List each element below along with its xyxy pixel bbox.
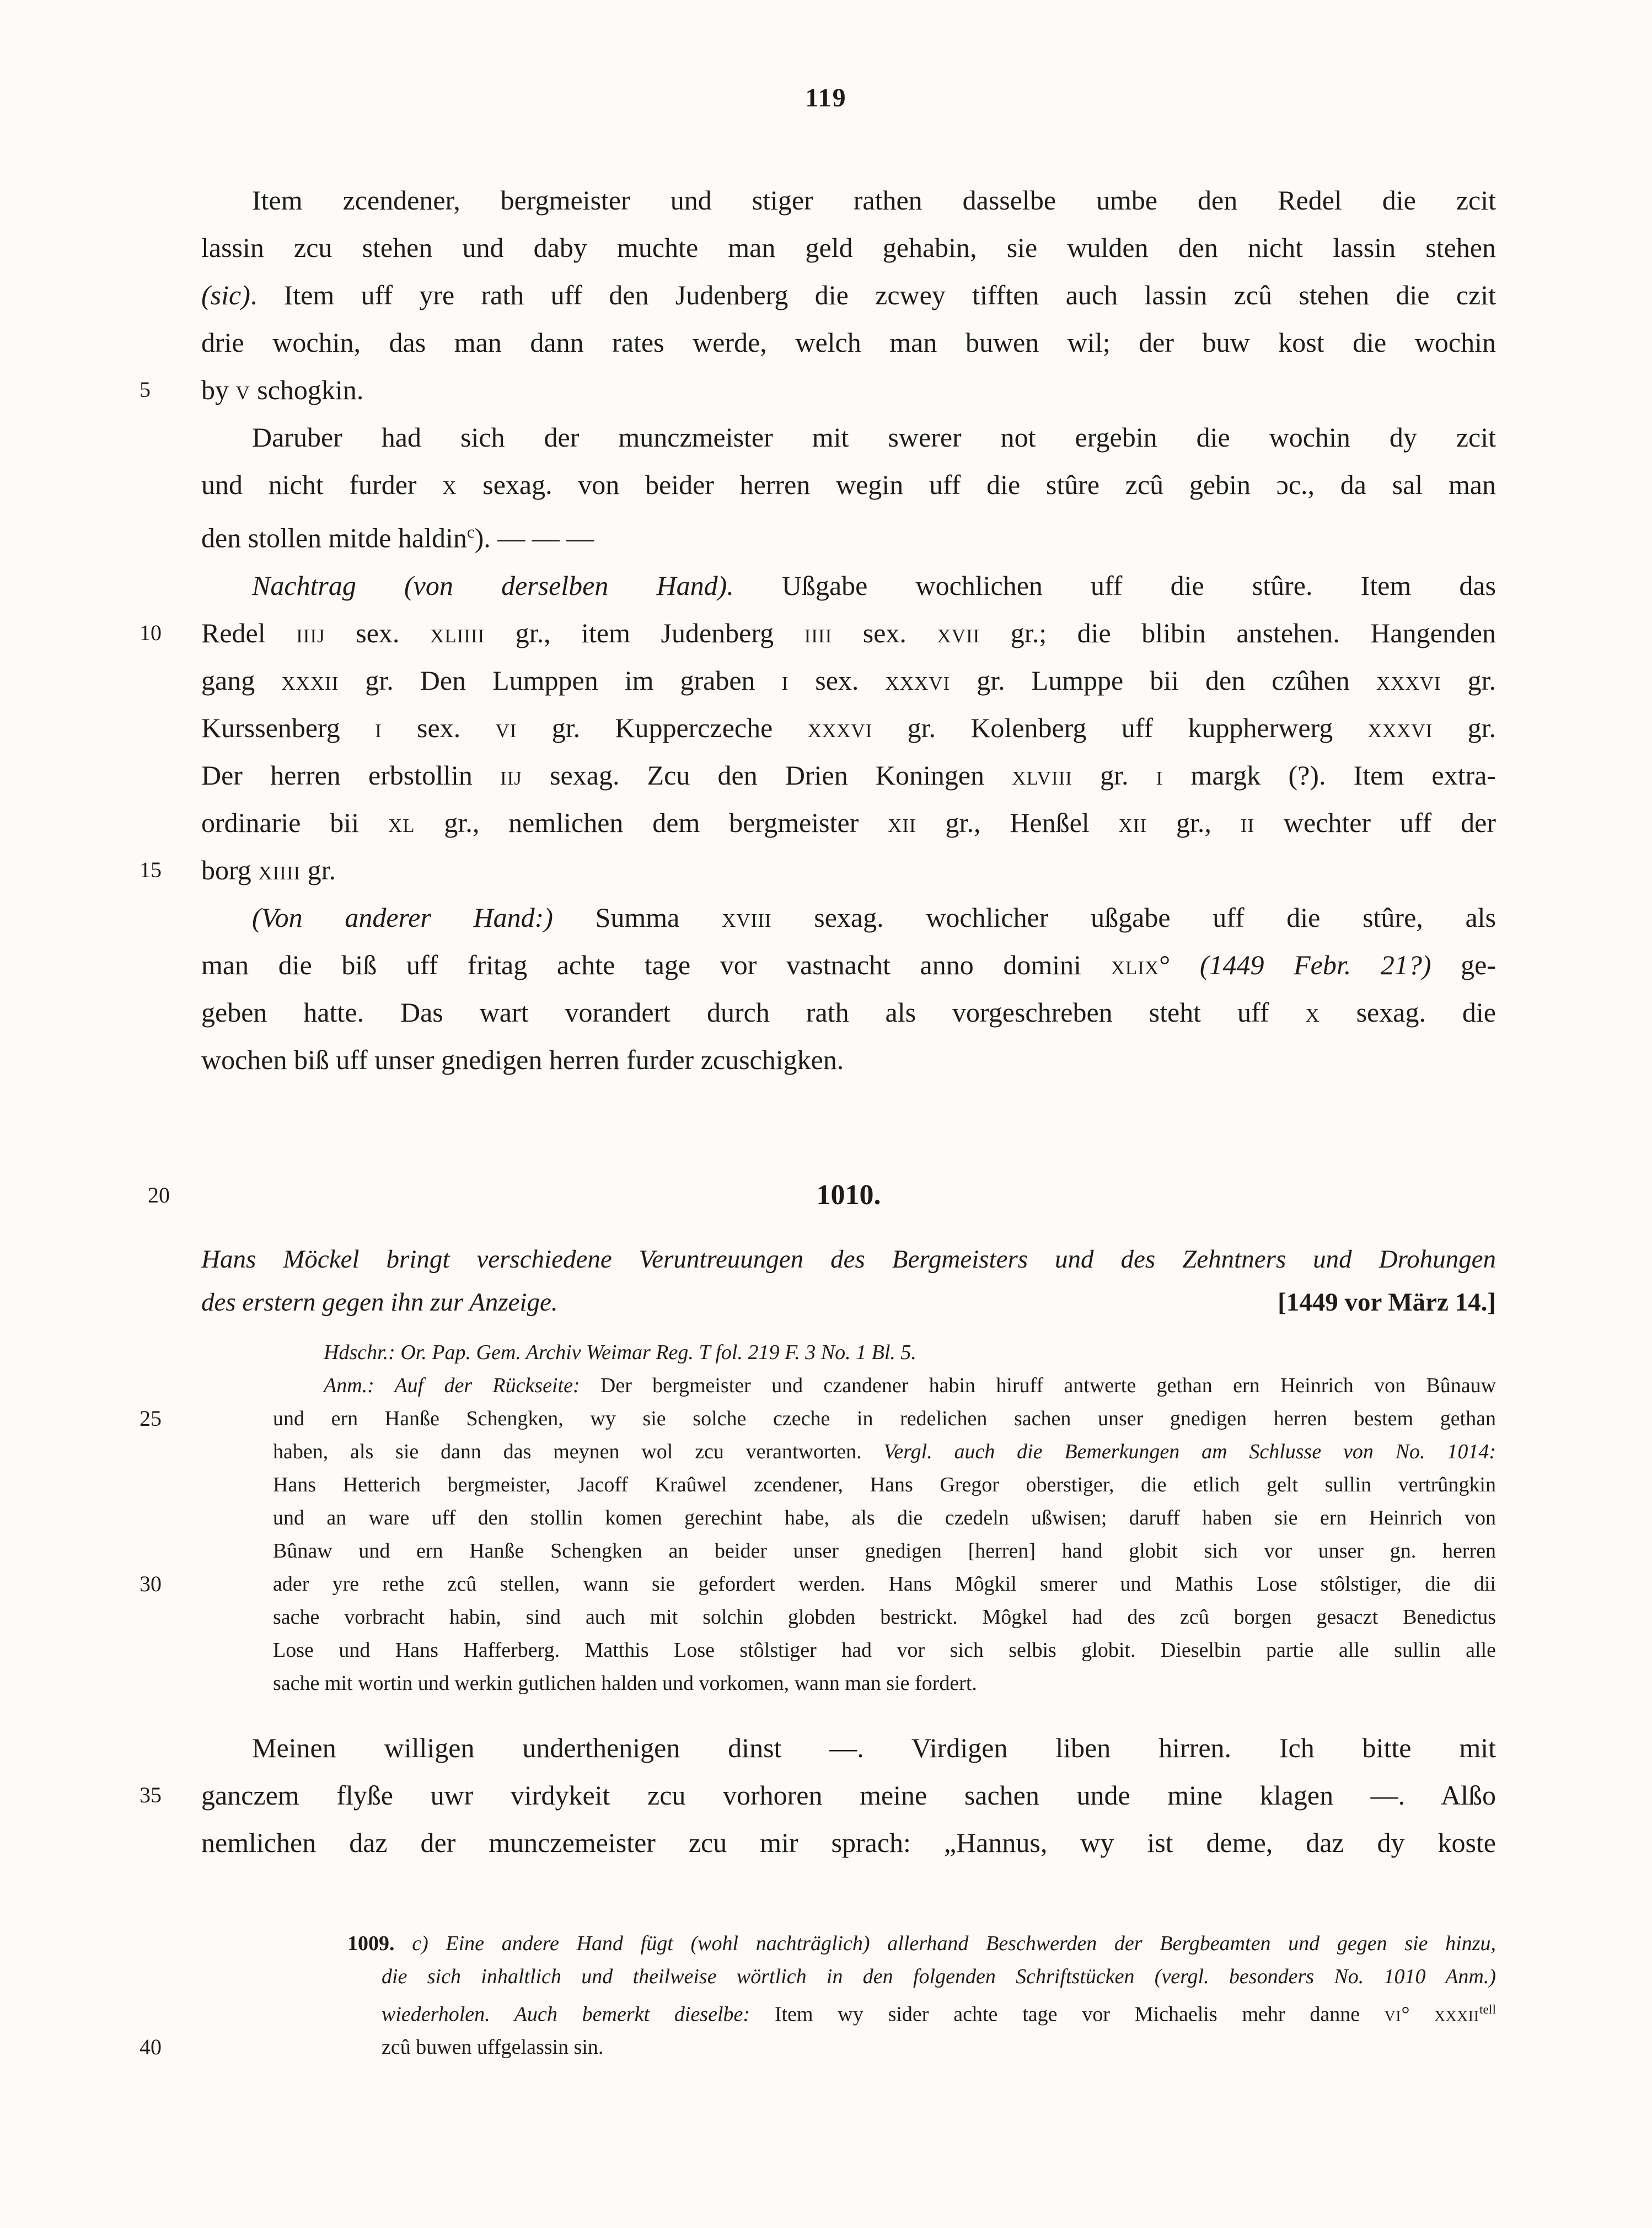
margin-line-number: 10: [140, 620, 162, 645]
text-run: gr.; die blibin anstehen. Hangenden: [980, 617, 1497, 648]
text-run: xiiii: [258, 854, 301, 885]
text-run: °: [1159, 949, 1200, 980]
text-line: [201, 271, 1496, 319]
text-run: xliiii: [430, 617, 485, 648]
text-run: ii: [1240, 807, 1254, 838]
text-run: lassin zcu stehen und daby muchte man geld gehabin, sie wulden den nicht lassin stehen: [201, 232, 1496, 263]
text-run: Kurssenberg: [201, 712, 376, 743]
text-run: gr.: [1072, 759, 1156, 791]
text-run: sexag. die: [1320, 996, 1496, 1028]
text-line: [201, 799, 1496, 846]
text-line: [273, 1435, 1496, 1468]
text-run: [395, 1932, 412, 1955]
text-run: ). — — —: [474, 522, 594, 554]
text-line: [140, 1771, 1496, 1819]
text-run: gr.: [301, 854, 336, 885]
text-run: Hans Möckel bringt verschiedene Veruntreuungen des Bergmeisters und des Zehntners und Drohungen: [201, 1244, 1496, 1274]
margin-line-number: 40: [140, 2034, 162, 2060]
text-run: (1449 Febr. 21?): [1199, 949, 1431, 980]
text-run: gr. Lumppe bii den czûhen: [950, 664, 1376, 696]
text-run: zcû buwen uffgelassin sin.: [382, 2036, 604, 2059]
text-line: [347, 1993, 1496, 2031]
text-run: Nachtrag (von derselben Hand).: [252, 570, 734, 601]
margin-line-number: 25: [140, 1405, 162, 1431]
text-line: [201, 894, 1496, 941]
text-line: [201, 751, 1496, 799]
text-run: 1010.: [816, 1179, 881, 1211]
text-line: [273, 1534, 1496, 1567]
text-run: Daruber had sich der munczmeister mit swerer not ergebin die wochin dy zcit: [252, 422, 1496, 453]
text-run: xxxvi: [1376, 664, 1441, 696]
text-line: [273, 1501, 1496, 1534]
paragraph-summa: [201, 894, 1496, 1083]
text-line: [201, 508, 1496, 562]
text-run: ge-: [1431, 949, 1497, 980]
text-run: nemlichen daz der munczemeister zcu mir sprach: „Hannus, wy ist deme, daz dy koste: [201, 1827, 1496, 1858]
text-line: [201, 414, 1496, 461]
text-run: sache vorbracht habin, sind auch mit solchin globden bestrickt. Môgkel had des zcû borgen gesaczt Benedictus: [273, 1605, 1496, 1629]
text-line: [140, 2031, 1496, 2064]
text-run: haben, als sie dann das meynen wol zcu verantworten.: [273, 1440, 884, 1463]
text-line: [201, 176, 1496, 224]
text-line: [201, 989, 1496, 1036]
text-run: xii: [1118, 807, 1147, 838]
text-run: drie wochin, das man dann rates werde, welch man buwen wil; der buw kost die wochin: [201, 327, 1496, 358]
text-line: [201, 704, 1496, 751]
text-run: wechter uff der: [1254, 807, 1496, 838]
margin-line-number: 30: [140, 1571, 162, 1596]
text-run: Meinen willigen underthenigen dinst —. Virdigen liben hirren. Ich bitte mit: [252, 1732, 1496, 1763]
text-run: Summa: [553, 901, 722, 933]
text-run: by: [201, 374, 236, 405]
text-run: gr., nemlichen dem bergmeister: [415, 807, 888, 838]
paragraph-nachtrag: [140, 562, 1497, 894]
text-run: . Item uff yre rath uff den Judenberg die zcwey tifften auch lassin zcû stehen die czit: [250, 280, 1496, 310]
text-run: ader yre rethe zcû stellen, wann sie gefordert werden. Hans Môgkil smerer und Mathis Lose stôlstiger, die dii: [273, 1572, 1496, 1596]
text-line: [201, 224, 1496, 271]
paragraph-munczmeister: [201, 414, 1496, 562]
margin-line-number: 35: [140, 1782, 162, 1807]
text-run: vi: [1384, 2002, 1402, 2026]
text-line: [201, 1238, 1496, 1281]
text-run: gr.: [1441, 664, 1496, 696]
text-run: i: [781, 664, 789, 696]
text-run: gr.,: [1147, 807, 1241, 838]
text-run: Der bergmeister und czandener habin hiruff antwerte gethan ern Heinrich von Bûnauw: [600, 1373, 1497, 1397]
text-run: des erstern gegen ihn zur Anzeige.: [201, 1287, 558, 1317]
text-line: [140, 1402, 1496, 1435]
text-run: schogkin.: [250, 374, 364, 405]
text-column: [140, 176, 1497, 2064]
anm-note: [140, 1369, 1497, 1700]
text-run: [1449 vor März 14.]: [1278, 1287, 1496, 1317]
text-run: Hans Hetterich bergmeister, Jacoff Kraûwel zcendener, Hans Gregor oberstiger, die etlich gelt sullin vertrûngkin: [273, 1473, 1496, 1496]
text-run: Item zcendener, bergmeister und stiger rathen dasselbe umbe den Redel die zcit: [252, 185, 1496, 216]
text-line: [201, 1281, 1496, 1324]
paragraph-petition: [140, 1724, 1496, 1866]
text-run: (sic): [201, 280, 250, 310]
text-run: sex.: [789, 664, 886, 696]
text-run: Anm.: Auf der Rückseite:: [324, 1373, 600, 1397]
text-run: Bûnaw und ern Hanße Schengken an beider unser gnedigen [herren] hand globit sich vor unser gn. herren: [273, 1539, 1496, 1563]
text-line: [273, 1601, 1496, 1634]
text-line: [201, 1724, 1496, 1771]
page-number: 119: [805, 83, 847, 112]
text-line: [273, 1468, 1496, 1501]
text-line: [347, 1927, 1496, 1960]
text-line: [140, 609, 1497, 657]
text-run: tell: [1479, 2002, 1496, 2017]
text-line: [201, 562, 1496, 609]
text-run: und ern Hanße Schengken, wy sie solche czeche in redelichen sachen unser gnedigen herren bestem gethan: [273, 1406, 1496, 1430]
text-line: [140, 846, 1496, 894]
text-run: wiederholen. Auch bemerkt dieselbe:: [382, 2002, 775, 2026]
text-run: xviii: [722, 901, 772, 933]
text-run: wochen biß uff unser gnedigen herren furder zcuschigken.: [201, 1044, 844, 1075]
text-run: geben hatte. Das wart vorandert durch rath als vorgeschreben steht uff: [201, 996, 1306, 1028]
text-run: ordinarie bii: [201, 807, 388, 838]
text-line: [140, 1567, 1496, 1601]
text-run: iiii: [804, 617, 833, 648]
text-run: margk (?). Item extra-: [1163, 759, 1496, 791]
text-run: Lose und Hans Hafferberg. Matthis Lose stôlstiger had vor sich selbis globit. Dieselbin partie alle sullin alle: [273, 1638, 1496, 1662]
text-run: borg: [201, 854, 259, 885]
text-run: sexag. von beider herren wegin uff die stûre zcû gebin ɔc., da sal man: [457, 469, 1496, 500]
text-run: 1009.: [347, 1931, 395, 1955]
text-run: i: [1156, 759, 1163, 791]
paragraph-item-zcendener: [140, 176, 1496, 414]
text-run: und an ware uff den stollin komen gerechint habe, als die czedeln ußwisen; daruff haben sie ern Heinrich von: [273, 1506, 1496, 1529]
text-run: Redel: [201, 617, 297, 648]
text-line: [201, 941, 1496, 989]
text-run: sache mit wortin und werkin gutlichen halden und vorkomen, wann man sie fordert.: [273, 1671, 977, 1695]
footnote-1009: [140, 1927, 1497, 2064]
text-line: [347, 1960, 1496, 1993]
text-line: [201, 1819, 1496, 1866]
text-run: x: [442, 469, 457, 500]
text-run: xxxii: [1434, 2002, 1479, 2026]
text-run: xlviii: [1012, 759, 1072, 791]
text-run: sex.: [325, 617, 430, 648]
text-line: [273, 1634, 1496, 1667]
text-line: [140, 366, 1496, 414]
text-run: Hdschr.: Or. Pap. Gem. Archiv Weimar Reg. T fol. 219 F. 3 No. 1 Bl. 5.: [324, 1340, 916, 1364]
text-run: x: [1305, 996, 1320, 1028]
text-run: i: [375, 712, 382, 743]
text-run: Item wy sider achte tage vor Michaelis mehr danne: [774, 2002, 1385, 2026]
text-run: den stollen mitde haldin: [201, 522, 467, 554]
text-run: sexag. wochlicher ußgabe uff die stûre, als: [771, 901, 1496, 933]
text-run: Der herren erbstollin: [201, 759, 500, 791]
text-run: Ußgabe wochlichen uff die stûre. Item das: [733, 570, 1496, 601]
text-run: gr. Den Lumppen im graben: [339, 664, 782, 696]
text-run: die sich inhaltlich und theilweise wörtlich in den folgenden Schriftstücken (vergl. besonders No. 1010 Anm.): [382, 1964, 1496, 1988]
text-run: c: [466, 522, 475, 541]
text-run: xlix: [1111, 949, 1160, 980]
text-run: gr. Kupperczeche: [517, 712, 808, 743]
margin-line-number: 20: [148, 1182, 170, 1207]
text-line: [201, 657, 1496, 704]
hdschr-note: [273, 1336, 1496, 1369]
section-number-heading: [148, 1172, 1496, 1219]
text-line: [201, 461, 1496, 508]
text-run: c) Eine andere Hand fügt (wohl nachträglich) allerhand Beschwerden der Bergbeamten und gegen sie hinzu,: [412, 1931, 1497, 1955]
text-run: ganczem flyße uwr virdykeit zcu vorhoren meine sachen unde mine klagen —. Alßo: [201, 1779, 1496, 1811]
text-run: Vergl. auch die Bemerkungen am Schlusse von No. 1014:: [883, 1440, 1496, 1463]
text-run: sex.: [832, 617, 937, 648]
text-run: gr., item Judenberg: [485, 617, 804, 648]
text-line: [273, 1336, 1496, 1369]
section-summary: [201, 1238, 1496, 1324]
text-run: gr., Henßel: [916, 807, 1119, 838]
margin-line-number: 15: [140, 857, 162, 882]
text-run: sex.: [382, 712, 496, 743]
text-run: xii: [888, 807, 916, 838]
text-run: °: [1401, 2002, 1435, 2026]
text-run: gr. Kolenberg uff kuppherwerg: [872, 712, 1368, 743]
text-run: iij: [500, 759, 522, 791]
text-line: [201, 1036, 1496, 1083]
text-run: gang: [201, 664, 282, 696]
text-run: xl: [388, 807, 415, 838]
text-run: man die biß uff fritag achte tage vor vastnacht anno domini: [201, 949, 1111, 980]
text-run: vi: [495, 712, 517, 743]
text-run: xxxii: [281, 664, 339, 696]
text-run: xvii: [937, 617, 980, 648]
text-run: und nicht furder: [201, 469, 443, 500]
text-line: [273, 1667, 1496, 1700]
text-line: [148, 1172, 1496, 1219]
text-run: xxxvi: [807, 712, 873, 743]
text-run: (Von anderer Hand:): [252, 901, 553, 933]
text-line: [273, 1369, 1496, 1402]
text-run: iiij: [296, 617, 325, 648]
text-run: xxxvi: [885, 664, 951, 696]
text-run: sexag. Zcu den Drien Koningen: [522, 759, 1012, 791]
text-run: gr.: [1433, 712, 1496, 743]
text-run: xxxvi: [1367, 712, 1433, 743]
text-line: [201, 319, 1496, 366]
margin-line-number: 5: [140, 377, 151, 402]
text-run: v: [235, 374, 250, 405]
